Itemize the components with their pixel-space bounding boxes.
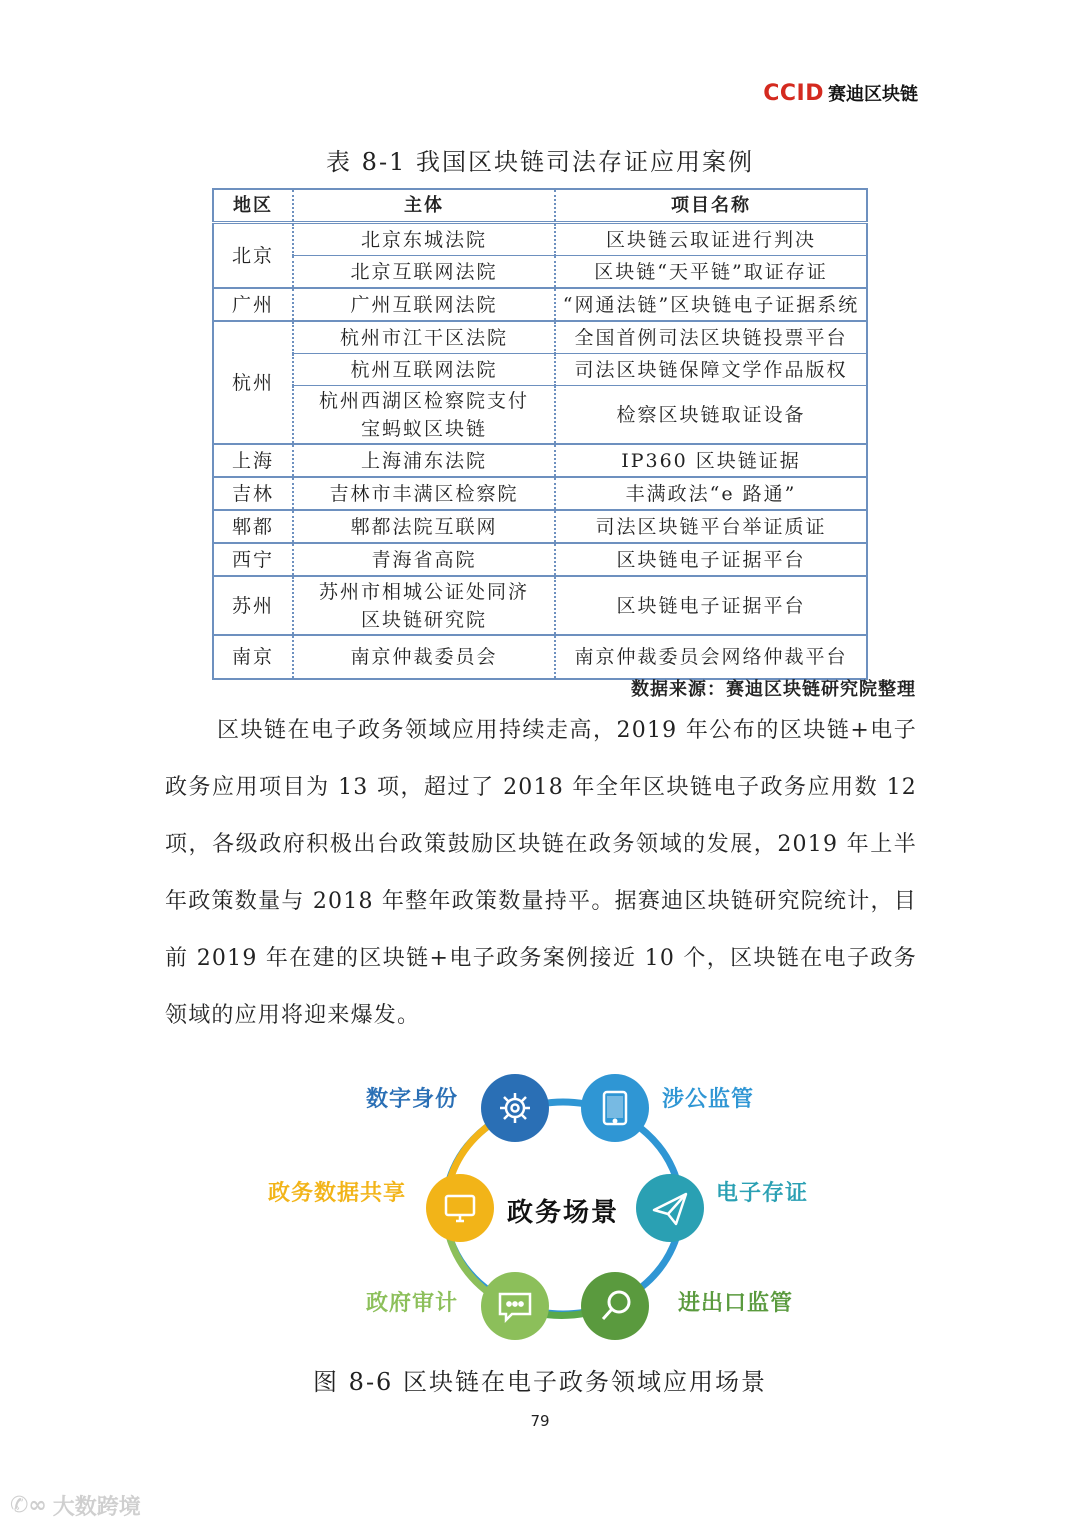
page-number: 79	[530, 1412, 550, 1430]
table-row	[213, 321, 867, 354]
region-cell: 吉林	[213, 477, 293, 510]
project-cell: 区块链“天平链”取证存证	[555, 256, 867, 289]
entity-cell: 青海省高院	[293, 543, 555, 576]
entity-cell: 广州互联网法院	[293, 288, 555, 321]
watermark-text: 大数跨境	[52, 1495, 141, 1520]
node-government-audit	[481, 1272, 549, 1340]
brand-subtitle: 赛迪区块链	[828, 84, 918, 105]
header-entity: 主体	[293, 189, 555, 223]
project-cell: “网通法链”区块链电子证据系统	[555, 288, 867, 321]
table-row	[213, 354, 867, 386]
data-source-note: 数据来源：赛迪区块链研究院整理	[631, 679, 916, 700]
region-cell: 郫都	[213, 510, 293, 543]
region-cell: 北京	[213, 223, 293, 289]
project-cell: 区块链电子证据平台	[555, 543, 867, 576]
project-cell: 区块链电子证据平台	[555, 576, 867, 635]
entity-cell: 北京互联网法院	[293, 256, 555, 289]
label-import-export-supervision: 进出口监管	[678, 1291, 794, 1316]
entity-cell: 杭州西湖区检察院支付宝蚂蚁区块链	[293, 386, 555, 445]
project-cell: 检察区块链取证设备	[555, 386, 867, 445]
entity-cell: 苏州市相城公证处同济区块链研究院	[293, 576, 555, 635]
entity-cell: 上海浦东法院	[293, 444, 555, 477]
scenario-diagram	[250, 1062, 850, 1352]
region-cell: 苏州	[213, 576, 293, 635]
node-official-supervision	[581, 1074, 649, 1142]
table-row	[213, 256, 867, 289]
project-cell: 区块链云取证进行判决	[555, 223, 867, 256]
entity-cell: 杭州市江干区法院	[293, 321, 555, 354]
diagram-center-label: 政务场景	[506, 1198, 619, 1228]
project-cell: 丰满政法“e 路通”	[555, 477, 867, 510]
label-government-audit: 政府审计	[366, 1291, 459, 1316]
table-header-row	[213, 189, 867, 223]
entity-cell: 郫都法院互联网	[293, 510, 555, 543]
entity-cell: 南京仲裁委员会	[293, 635, 555, 679]
table-row	[213, 510, 867, 543]
entity-cell: 吉林市丰满区检察院	[293, 477, 555, 510]
body-paragraph: 区块链在电子政务领域应用持续走高，2019 年公布的区块链+电子政务应用项目为 13 项，超过了 2018 年全年区块链电子政务应用数 12 项，各级政府积极出台政策鼓励区块链在政务领域的发展，2019 年上半年政策数量与 2018 年整年政策数量持平。据赛迪区块链研究院统计，目前 2019 年在建的区块链+电子政务案例接近 10 个，区块链在电子政务领域的应用将迎来爆发。	[165, 718, 917, 1028]
region-cell: 广州	[213, 288, 293, 321]
table-row	[213, 223, 867, 256]
project-cell: 全国首例司法区块链投票平台	[555, 321, 867, 354]
region-cell: 杭州	[213, 321, 293, 444]
table-row	[213, 635, 867, 679]
table-row	[213, 543, 867, 576]
brand-name: CCID	[763, 81, 824, 106]
node-import-export-supervision	[581, 1272, 649, 1340]
node-digital-identity	[481, 1074, 549, 1142]
header-logo	[763, 80, 918, 106]
header-project: 项目名称	[555, 189, 867, 223]
project-cell: IP360 区块链证据	[555, 444, 867, 477]
table-row	[213, 386, 867, 445]
watermark-logo-icon: ✆∞	[10, 1493, 47, 1518]
label-digital-identity: 数字身份	[366, 1087, 459, 1112]
label-electronic-evidence: 电子存证	[716, 1181, 809, 1206]
project-cell: 司法区块链平台举证质证	[555, 510, 867, 543]
entity-cell: 杭州互联网法院	[293, 354, 555, 386]
project-cell: 司法区块链保障文学作品版权	[555, 354, 867, 386]
watermark	[10, 1490, 141, 1521]
table-caption: 表 8-1 我国区块链司法存证应用案例	[326, 148, 754, 176]
table-row	[213, 576, 867, 635]
project-cell: 南京仲裁委员会网络仲裁平台	[555, 635, 867, 679]
table-row	[213, 444, 867, 477]
table-row	[213, 288, 867, 321]
region-cell: 西宁	[213, 543, 293, 576]
node-electronic-evidence	[636, 1174, 704, 1242]
header-region: 地区	[213, 189, 293, 223]
region-cell: 南京	[213, 635, 293, 679]
case-table	[212, 188, 868, 680]
node-government-data-sharing	[426, 1174, 494, 1242]
figure-caption: 图 8-6 区块链在电子政务领域应用场景	[313, 1368, 767, 1396]
label-official-supervision: 涉公监管	[662, 1087, 755, 1112]
entity-cell: 北京东城法院	[293, 223, 555, 256]
region-cell: 上海	[213, 444, 293, 477]
table-row	[213, 477, 867, 510]
label-government-data-sharing: 政务数据共享	[268, 1181, 407, 1206]
